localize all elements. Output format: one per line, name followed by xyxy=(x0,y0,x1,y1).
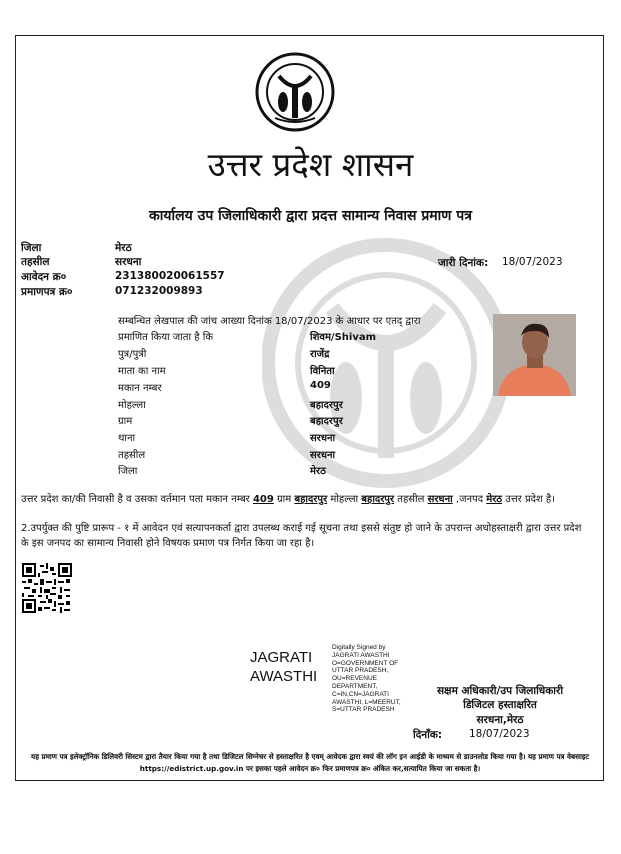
certificate-label: प्रमाणपत्र क्र० xyxy=(21,286,73,298)
digital-signed-label: डिजिटल हस्ताक्षरित xyxy=(463,699,537,711)
tehsil-value: सरधना xyxy=(115,256,142,268)
residence-statement: उत्तर प्रदेश का/की निवासी है व उसका वर्तमान पता मकान नम्बर 409 ग्राम बहादरपुर मोहल्ला बहादरपुर तहसील सरधना ,जनपद मेरठ उत्तर प्रदेश है। xyxy=(21,494,556,505)
detail-label: प्रमाणित किया जाता है कि xyxy=(118,332,214,343)
detail-value-thana: सरधना xyxy=(310,433,336,444)
district-value: मेरठ xyxy=(115,242,132,254)
detail-value-house: 409 xyxy=(310,380,331,391)
detail-label: तहसील xyxy=(118,450,146,461)
officer-designation: सक्षम अधिकारी/उप जिलाधिकारी xyxy=(436,685,564,697)
detail-label: माता का नाम xyxy=(118,366,166,377)
detail-label: मोहल्ला xyxy=(118,400,146,411)
detail-label: ग्राम xyxy=(118,416,133,427)
up-government-emblem-icon xyxy=(255,52,335,132)
detail-value-parent: राजेंद्र xyxy=(310,349,330,360)
qr-code-icon[interactable] xyxy=(22,563,72,613)
sign-date-value: 18/07/2023 xyxy=(469,728,530,740)
detail-label: मकान नम्बर xyxy=(118,383,162,394)
application-label: आवेदन क्र० xyxy=(21,271,67,283)
issue-date-value: 18/07/2023 xyxy=(502,256,563,268)
detail-value-district: मेरठ xyxy=(310,466,326,477)
detail-label: थाना xyxy=(118,433,136,444)
confirmation-statement: 2.उपर्युक्त की पुष्टि प्रारूप - १ में आवेदन एवं सत्यापनकर्ता द्वारा उपलब्ध कराई गई सूचना तथा इससे संतुष्ट हो जाने के उपरान्त अधोहस्ताक्षरी द्वारा उत्तर प्रदेश के इस जनपद का सामान्य निवासी होने विषयक प्रमाण पत्र निर्गत किया जा रहा है। xyxy=(21,523,582,549)
sign-date-label: दिनाँक: xyxy=(413,729,443,741)
tehsil-name: सरधना xyxy=(427,494,453,505)
signatory-name: JAGRATI AWASTHI xyxy=(250,649,318,685)
detail-value-mohalla: बहादरपुर xyxy=(310,400,343,411)
detail-value-tehsil: सरधना xyxy=(310,450,336,461)
district-name: मेरठ xyxy=(486,494,503,505)
intro-line: सम्बन्धित लेखपाल की जांच आख्या दिनांक 18/07/2023 के आधार पर एतद् द्वारा xyxy=(118,316,421,327)
district-label: जिला xyxy=(21,242,42,254)
officer-location: सरधना,मेरठ xyxy=(476,714,524,726)
applicant-photo xyxy=(493,314,576,396)
village-name: बहादरपुर xyxy=(294,494,328,505)
page-title: उत्तर प्रदेश शासन xyxy=(207,145,414,184)
detail-value-mother: विनिता xyxy=(310,366,335,377)
digital-signature-details: Digitally Signed by JAGRATI AWASTHI O=GOVERNMENT OF UTTAR PRADESH, OU=REVENUE DEPARTMENT, C=IN,CN=JAGRATI AWASTHI, L=MEERUT, S=UTTAR PRADESH xyxy=(332,644,401,714)
detail-value-village: बहादरपुर xyxy=(310,416,343,427)
application-value: 231380020061557 xyxy=(115,270,225,282)
issue-date-label: जारी दिनांक: xyxy=(438,257,489,269)
certificate-value: 071232009893 xyxy=(115,285,203,297)
tehsil-label: तहसील xyxy=(21,256,50,268)
detail-label: पुत्र/पुत्री xyxy=(118,349,147,360)
mohalla-name: बहादरपुर xyxy=(361,494,395,505)
certificate-subtitle: कार्यालय उप जिलाधिकारी द्वारा प्रदत्त सामान्य निवास प्रमाण पत्र xyxy=(149,208,472,224)
footer-note: यह प्रमाण पत्र इलेक्ट्रॉनिक डिलिवरी सिस्टम द्वारा तैयार किया गया है तथा डिजिटल सिग्नेचर से हस्ताक्षरित है एवम् आवेदक द्वारा स्वयं की लॉग इन आईडी के माध्यम से डाउनलोड किया गया है। यह प्रमाण पत्र वेबसाइट https://edistrict.up.gov.in पर इसका पहले आवेदन क्र० फिर प्रमाणपत्र क्र० अंकित कर,सत्यापित किया जा सकता है। xyxy=(31,752,589,773)
detail-label: जिला xyxy=(118,466,138,477)
house-number: 409 xyxy=(252,494,274,505)
detail-value-name: शिवम/Shivam xyxy=(310,332,377,343)
